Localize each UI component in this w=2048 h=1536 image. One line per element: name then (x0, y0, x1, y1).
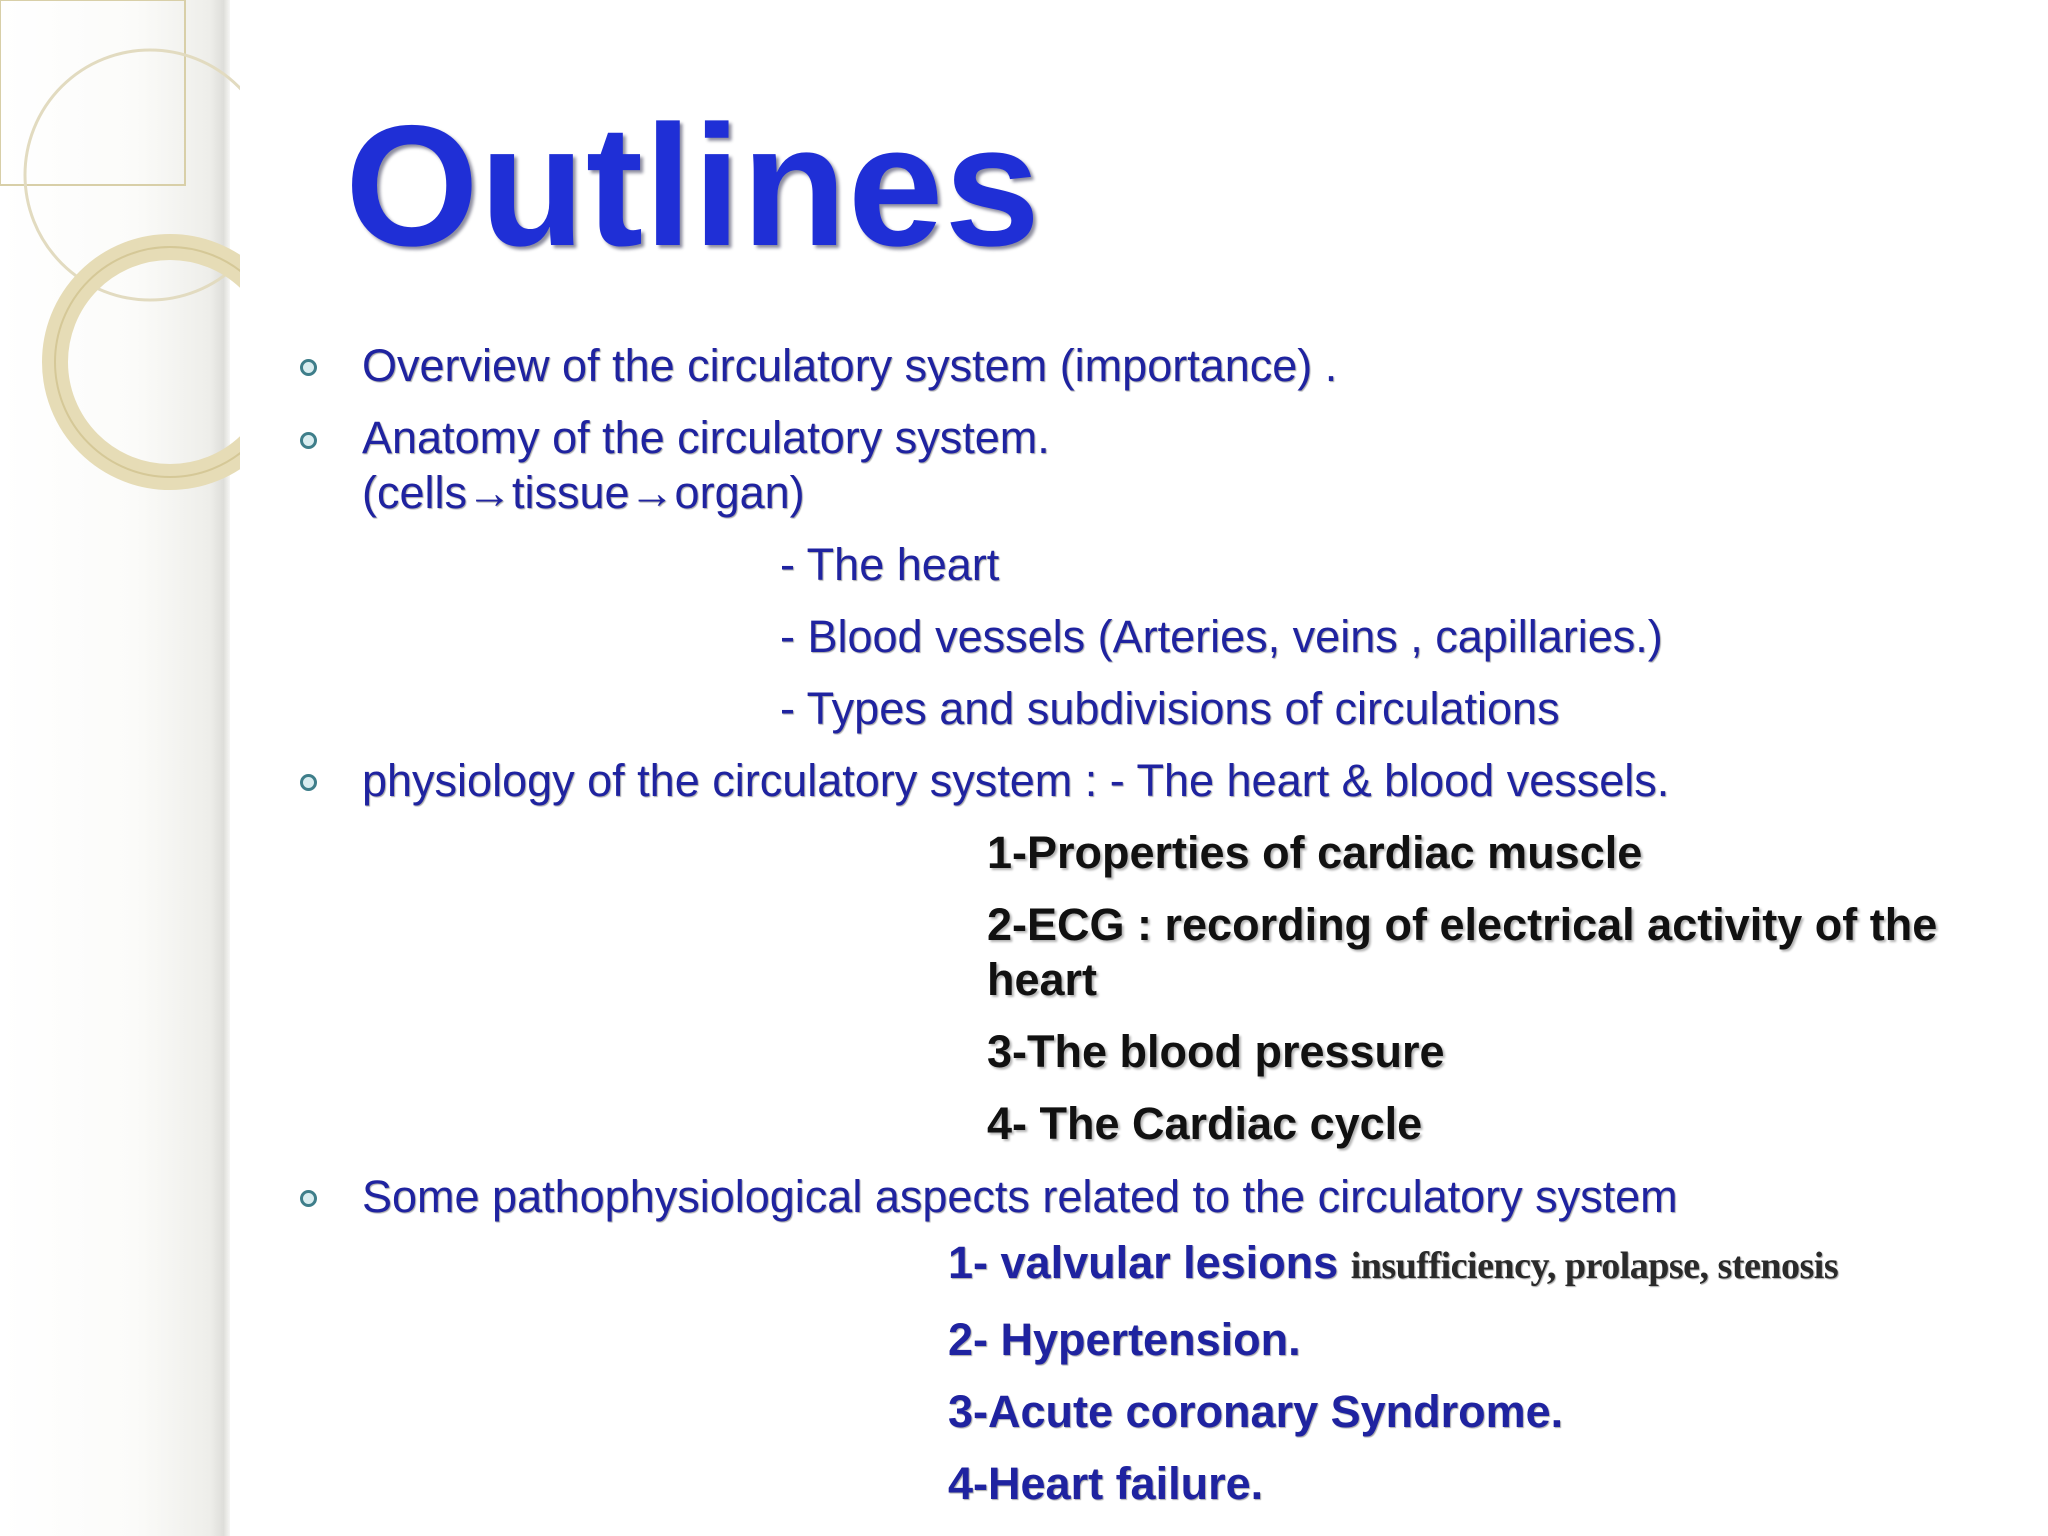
anatomy-subitem-heart: - The heart (780, 539, 1000, 590)
valvular-lesions-detail: insufficiency, prolapse, stenosis (1350, 1245, 1839, 1287)
bullet-overview: Overview of the circulatory system (importance) . (362, 340, 1338, 391)
patho-subitem-1 (948, 1236, 1838, 1293)
bullet-marker-2 (300, 432, 317, 449)
physiology-subitem-2-cont: heart (987, 954, 1098, 1005)
deco-thick-ring (55, 247, 240, 477)
physiology-subitem-4: 4- The Cardiac cycle (987, 1098, 1423, 1149)
bullet-marker-4 (300, 1190, 317, 1207)
anatomy-subitem-circulations: - Types and subdivisions of circulations (780, 683, 1560, 734)
physiology-subitem-3: 3-The blood pressure (987, 1026, 1445, 1077)
patho-subitem-3: 3-Acute coronary Syndrome. (948, 1386, 1564, 1437)
patho-subitem-2: 2- Hypertension. (948, 1314, 1301, 1365)
bullet-pathophysiology: Some pathophysiological aspects related to the circulatory system (362, 1171, 1678, 1222)
slide-title: Outlines (345, 90, 1042, 282)
bullet-anatomy-continuation: (cells→tissue→organ) (362, 467, 805, 518)
bullet-anatomy: Anatomy of the circulatory system. (362, 412, 1050, 463)
physiology-subitem-1: 1-Properties of cardiac muscle (987, 827, 1643, 878)
anatomy-subitem-vessels: - Blood vessels (Arteries, veins , capillaries.) (780, 611, 1663, 662)
bullet-marker-3 (300, 774, 317, 791)
bullet-marker-1 (300, 359, 317, 376)
physiology-subitem-2: 2-ECG : recording of electrical activity of the (987, 899, 1938, 950)
patho-subitem-4: 4-Heart failure. (948, 1458, 1264, 1509)
valvular-lesions-label: 1- valvular lesions (948, 1237, 1351, 1288)
decorative-rings (0, 0, 240, 520)
bullet-physiology: physiology of the circulatory system : - The heart & blood vessels. (362, 755, 1670, 806)
